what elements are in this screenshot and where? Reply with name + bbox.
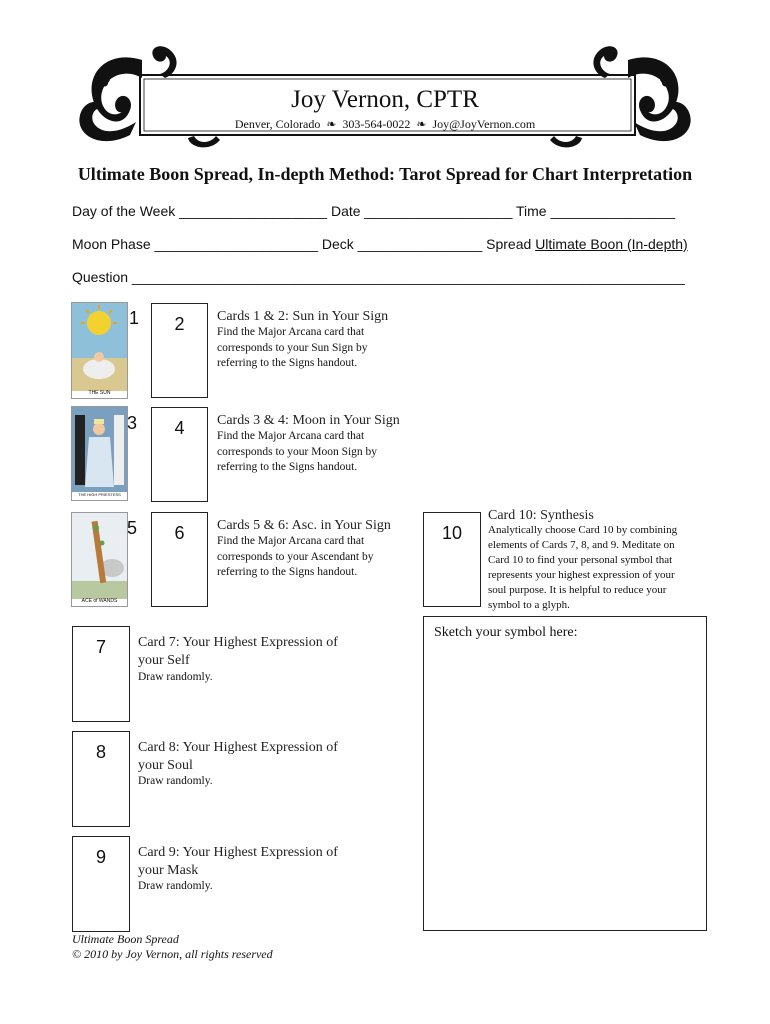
- card-number-7: 7: [95, 637, 106, 657]
- sketch-label: Sketch your symbol here:: [434, 625, 578, 640]
- card-title-5-6: Cards 5 & 6: Asc. in Your Sign: [217, 518, 391, 533]
- field-row-day-date-time: Day of the Week ___________________ Date ___________________ Time ________________: [72, 203, 676, 219]
- ace-of-wands-card-image: [71, 512, 128, 607]
- sun-card-caption: THE SUN: [88, 390, 111, 396]
- swirl-icon: ❧: [326, 117, 337, 131]
- header-contact: [0, 117, 770, 132]
- swirl-icon: ❧: [416, 117, 427, 131]
- card-title-7: Card 7: Your Highest Expression of your Self: [138, 635, 338, 668]
- card-desc-8: Draw randomly.: [138, 775, 213, 787]
- card-number-5: 5: [127, 518, 138, 538]
- card-number-2: 2: [174, 314, 185, 334]
- footer: [72, 932, 273, 962]
- card-desc-5-6: Find the Major Arcana card that corresponds to your Ascendant by referring to the Signs handout.: [217, 535, 374, 578]
- card-desc-10: Analytically choose Card 10 by combining elements of Cards 7, 8, and 9. Meditate on Card 10 to find your personal symbol that represents your highest expression of your soul purpose. It is helpful to reduce your symbol to a glyph.: [488, 524, 678, 611]
- high-priestess-card-image: [71, 406, 128, 501]
- card-slot-2: [151, 303, 208, 398]
- header-email: Joy@JoyVernon.com: [432, 117, 536, 131]
- card-title-3-4: Cards 3 & 4: Moon in Your Sign: [217, 413, 400, 428]
- card-number-8: 8: [95, 742, 106, 762]
- card-title-8: Card 8: Your Highest Expression of your Soul: [138, 740, 338, 773]
- card-slot-7: [72, 626, 130, 722]
- card-slot-10: [423, 512, 481, 607]
- field-row-moon-deck-spread: [72, 236, 688, 252]
- spread-name: Ultimate Boon (In-depth): [535, 236, 688, 252]
- card-number-6: 6: [174, 523, 185, 543]
- sun-card-image: [71, 302, 128, 399]
- card-number-10: 10: [441, 523, 463, 543]
- card-desc-9: Draw randomly.: [138, 880, 213, 892]
- ace-of-wands-card-caption: ACE of WANDS: [81, 598, 118, 604]
- card-number-1: 1: [129, 308, 140, 328]
- card-desc-1-2: Find the Major Arcana card that corresponds to your Sun Sign by referring to the Signs handout.: [217, 326, 368, 369]
- card-title-10: Card 10: Synthesis: [488, 508, 594, 523]
- header-name: Joy Vernon, CPTR: [291, 86, 479, 113]
- high-priestess-card-caption: THE HIGH PRIESTESS: [78, 492, 121, 497]
- page-title: Ultimate Boon Spread, In-depth Method: Tarot Spread for Chart Interpretation: [77, 164, 693, 184]
- card-slot-8: [72, 731, 130, 827]
- card-number-4: 4: [174, 418, 185, 438]
- card-number-9: 9: [95, 847, 106, 867]
- sketch-area[interactable]: [423, 616, 707, 931]
- header-location: Denver, Colorado: [234, 117, 321, 131]
- card-title-9: Card 9: Your Highest Expression of your Mask: [138, 845, 338, 878]
- card-title-1-2: Cards 1 & 2: Sun in Your Sign: [217, 309, 389, 324]
- field-row-prefix: Moon Phase _____________________ Deck ________________ Spread: [72, 236, 536, 252]
- footer-line-1: Ultimate Boon Spread: [72, 932, 179, 946]
- card-slot-4: [151, 407, 208, 502]
- card-desc-3-4: Find the Major Arcana card that corresponds to your Moon Sign by referring to the Signs handout.: [217, 430, 378, 473]
- card-number-3: 3: [127, 413, 138, 433]
- field-row-question: Question _______________________________________________________________________: [72, 269, 685, 285]
- card-slot-6: [151, 512, 208, 607]
- footer-copyright: © 2010 by Joy Vernon, all rights reserved: [72, 947, 273, 961]
- header-phone: 303-564-0022: [342, 117, 411, 131]
- card-slot-9: [72, 836, 130, 932]
- card-desc-7: Draw randomly.: [138, 671, 213, 683]
